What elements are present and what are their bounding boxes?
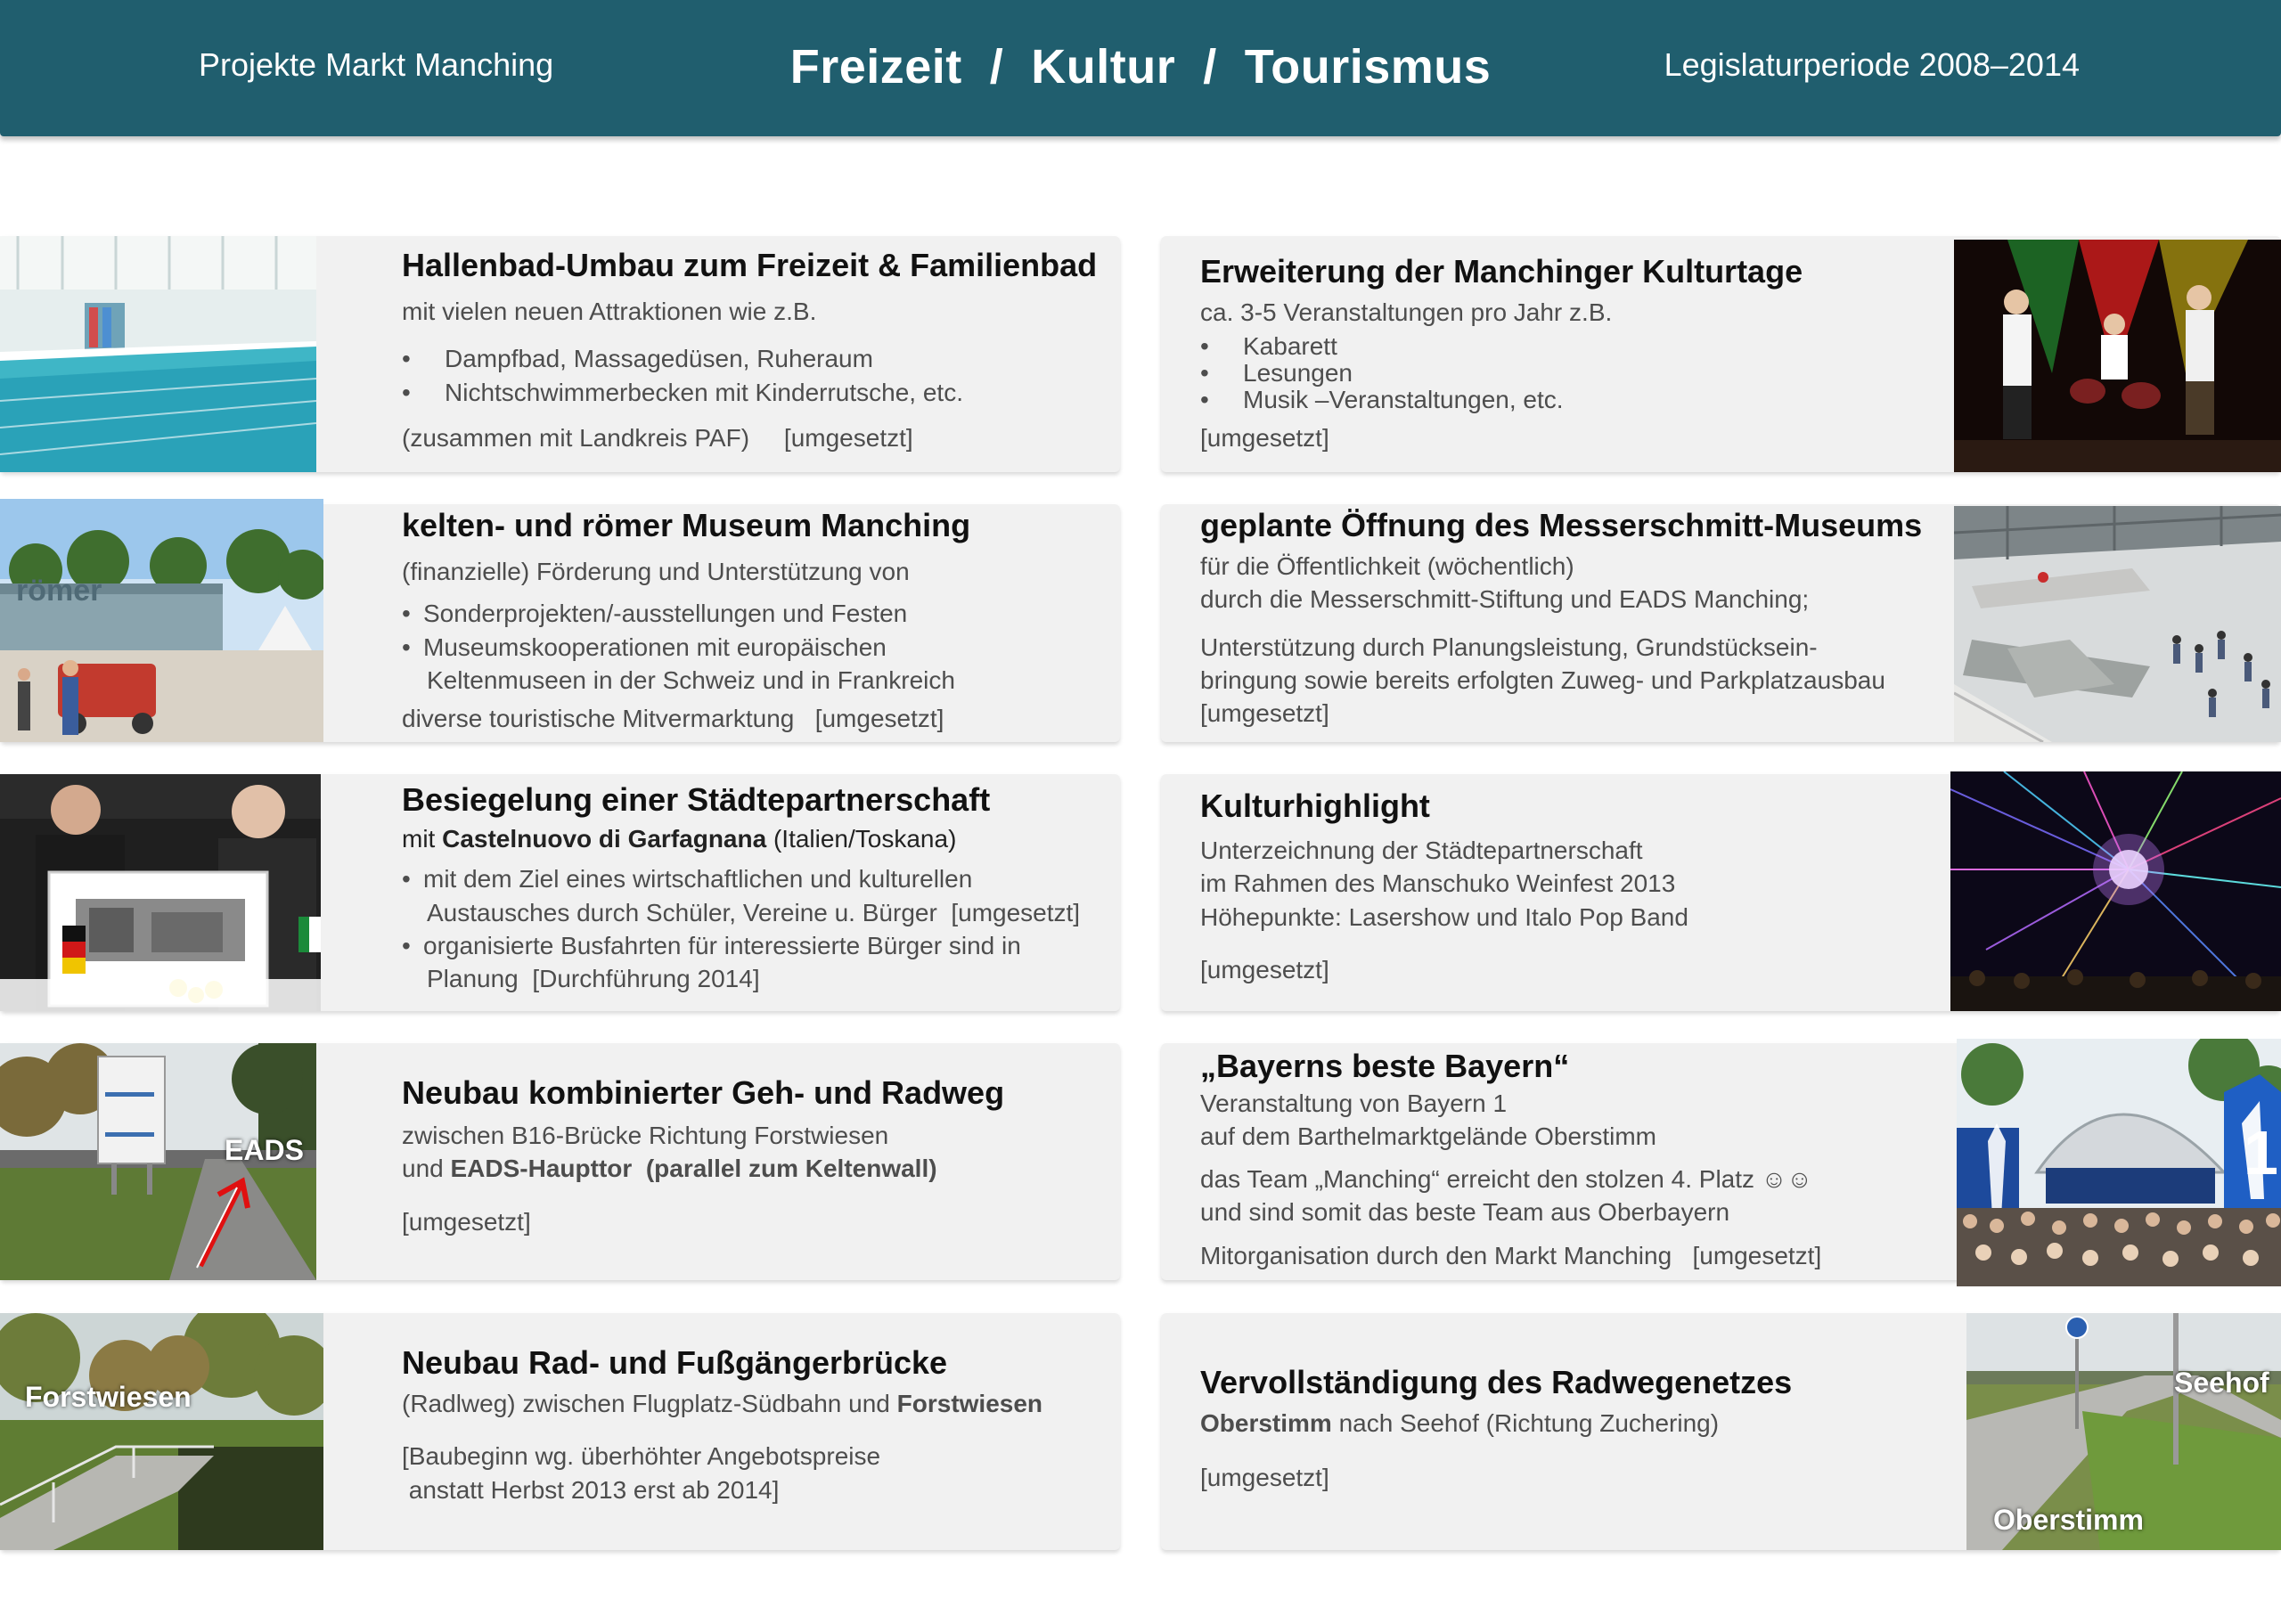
photo-cycle-path: [0, 1043, 316, 1280]
bullet-item: • Musik –Veranstaltungen, etc.: [1200, 386, 1931, 412]
card-line: zwischen B16-Brücke Richtung Forstwiesen: [402, 1122, 889, 1150]
card-title: geplante Öffnung des Messerschmitt-Museums: [1200, 507, 1923, 543]
bullet-text: organisierte Busfahrten für interessierte Bürger sind in: [423, 931, 1021, 959]
photo-bike-path-field: [1966, 1313, 2281, 1550]
card-footer: [umgesetzt]: [402, 1207, 531, 1236]
card-radweg-text: [402, 1073, 1106, 1238]
card-staedtepartnerschaft-text: [402, 780, 1115, 1000]
card-intro: mit vielen neuen Attraktionen wie z.B.: [402, 298, 817, 326]
card-intro: (finanzielle) Förderung und Unterstützung von: [402, 558, 910, 586]
card-line: das Team „Manching“ erreicht den stolzen 4. Platz ☺☺: [1200, 1164, 1812, 1193]
card-title: Besiegelung einer Städtepartnerschaft: [402, 781, 991, 818]
bullet-item: [402, 862, 1115, 928]
card-footer: [umgesetzt]: [1200, 955, 1329, 983]
card-title: Hallenbad-Umbau zum Freizeit & Familienbad: [402, 247, 1098, 283]
card-line: im Rahmen des Manschuko Weinfest 2013: [1200, 869, 1676, 898]
photo-label-roemer: römer: [16, 574, 102, 608]
photo-bayern1-stage: [1957, 1039, 2281, 1286]
bullet-continuation: Austausches durch Schüler, Vereine u. Bürger [umgesetzt]: [427, 898, 1081, 926]
line-pre: und: [402, 1155, 451, 1183]
card-footer: diverse touristische Mitvermarktung [umgesetzt]: [402, 705, 944, 733]
line-bold: (parallel zum Keltenwall): [632, 1155, 937, 1183]
intro-partner-town: Castelnuovo di Garfagnana: [442, 825, 767, 853]
line-bold: EADS-Haupttor: [450, 1155, 633, 1183]
bullet-item: [402, 929, 1115, 995]
card-line: Unterstützung durch Planungsleistung, Grundstücksein-: [1200, 632, 1818, 661]
photo-concert-stage: [1954, 240, 2281, 472]
line-pre: (Radlweg) zwischen Flugplatz-Südbahn und: [402, 1390, 897, 1418]
bullet-item: [402, 631, 1106, 697]
card-museum-text: [402, 506, 1106, 735]
bullet-item: • Nichtschwimmerbecken mit Kinderrutsche, etc.: [402, 376, 1106, 409]
photo-partnership-signing: [0, 774, 321, 1011]
card-bruecke-text: [402, 1343, 1106, 1506]
card-footer: [umgesetzt]: [1200, 424, 1329, 453]
photo-museum-forecourt: [0, 499, 323, 742]
card-intro: ca. 3-5 Veranstaltungen pro Jahr z.B.: [1200, 298, 1613, 327]
card-kulturhighlight-text: [1200, 787, 1931, 986]
card-line: bringung sowie bereits erfolgten Zuweg- und Parkplatzausbau: [1200, 665, 1885, 694]
photo-label-eads: EADS: [225, 1134, 304, 1166]
intro-post: (Italien/Toskana): [766, 825, 957, 853]
photo-swimming-pool: [0, 236, 316, 472]
photo-aircraft-hangar: [1954, 506, 2281, 742]
card-line: und sind somit das beste Team aus Oberbayern: [1200, 1197, 1730, 1226]
bullet-text: Museumskooperationen mit europäischen: [423, 632, 887, 661]
bullet-item: • Sonderprojekten/-ausstellungen und Festen: [402, 597, 1106, 630]
photo-label-forstwiesen: Forstwiesen: [25, 1381, 192, 1413]
header-project-label: Projekte Markt Manching: [199, 46, 554, 83]
bullet-item: • Dampfbad, Massagedüsen, Ruheraum: [402, 342, 1106, 375]
card-line: [402, 1387, 1106, 1420]
bullet-item: • Kabarett: [1200, 332, 1931, 359]
card-footer: (zusammen mit Landkreis PAF) [umgesetzt]: [402, 423, 913, 452]
card-title: „Bayerns beste Bayern“: [1200, 1048, 1570, 1084]
card-bayern-text: [1200, 1047, 1949, 1272]
header-period-label: Legislaturperiode 2008–2014: [1664, 46, 2080, 83]
bullet-text: mit dem Ziel eines wirtschaftlichen und kulturellen: [423, 865, 973, 894]
card-title: Neubau kombinierter Geh- und Radweg: [402, 1074, 1005, 1111]
intro-pre: mit: [402, 825, 443, 853]
photo-bridge: [0, 1313, 323, 1550]
header-bar: [0, 0, 2281, 136]
card-title: kelten- und römer Museum Manching: [402, 507, 971, 543]
photo-label-oberstimm: Oberstimm: [1993, 1504, 2144, 1536]
card-radwegenetz-text: [1200, 1363, 1931, 1495]
card-footer: [umgesetzt]: [1200, 1464, 1329, 1492]
line-bold: Forstwiesen: [896, 1390, 1043, 1418]
bullet-continuation: Planung [Durchführung 2014]: [427, 965, 760, 993]
bullet-item: • Lesungen: [1200, 359, 1931, 386]
card-footer: Mitorganisation durch den Markt Manching [umgesetzt]: [1200, 1242, 1822, 1270]
card-note: [Baubeginn wg. überhöhter Angebotspreise: [402, 1442, 881, 1471]
page-title: Freizeit / Kultur / Tourismus: [789, 40, 1492, 94]
card-title: Kulturhighlight: [1200, 788, 1430, 824]
card-line: [1200, 1407, 1931, 1440]
line-post: nach Seehof (Richtung Zuchering): [1331, 1409, 1720, 1438]
card-note: anstatt Herbst 2013 erst ab 2014]: [402, 1475, 780, 1504]
card-messerschmitt-text: [1200, 506, 1949, 730]
card-line: Unterzeichnung der Städtepartnerschaft: [1200, 836, 1643, 865]
card-line: für die Öffentlichkeit (wöchentlich): [1200, 552, 1574, 581]
card-title: Erweiterung der Manchinger Kulturtage: [1200, 253, 1803, 290]
card-kulturtage-text: [1200, 252, 1931, 455]
line-bold: Oberstimm: [1200, 1409, 1332, 1438]
photo-label-seehof: Seehof: [2174, 1367, 2269, 1399]
card-line: Höhepunkte: Lasershow und Italo Pop Band: [1200, 902, 1688, 931]
card-line: [402, 1152, 1106, 1185]
bullet-continuation: Keltenmuseen in der Schweiz und in Frankreich: [427, 665, 955, 694]
card-line: Veranstaltung von Bayern 1: [1200, 1089, 1508, 1118]
bayern1-logo-badge: 1: [2244, 1118, 2278, 1187]
photo-lasershow: [1950, 771, 2281, 1011]
card-title: Neubau Rad- und Fußgängerbrücke: [402, 1344, 948, 1381]
card-intro: [402, 822, 1115, 855]
card-footer: [umgesetzt]: [1200, 699, 1329, 728]
card-title: Vervollständigung des Radwegenetzes: [1200, 1364, 1793, 1400]
card-line: auf dem Barthelmarktgelände Oberstimm: [1200, 1122, 1656, 1151]
card-line: durch die Messerschmitt-Stiftung und EADS Manching;: [1200, 585, 1810, 614]
card-hallenbad-text: [402, 246, 1106, 454]
